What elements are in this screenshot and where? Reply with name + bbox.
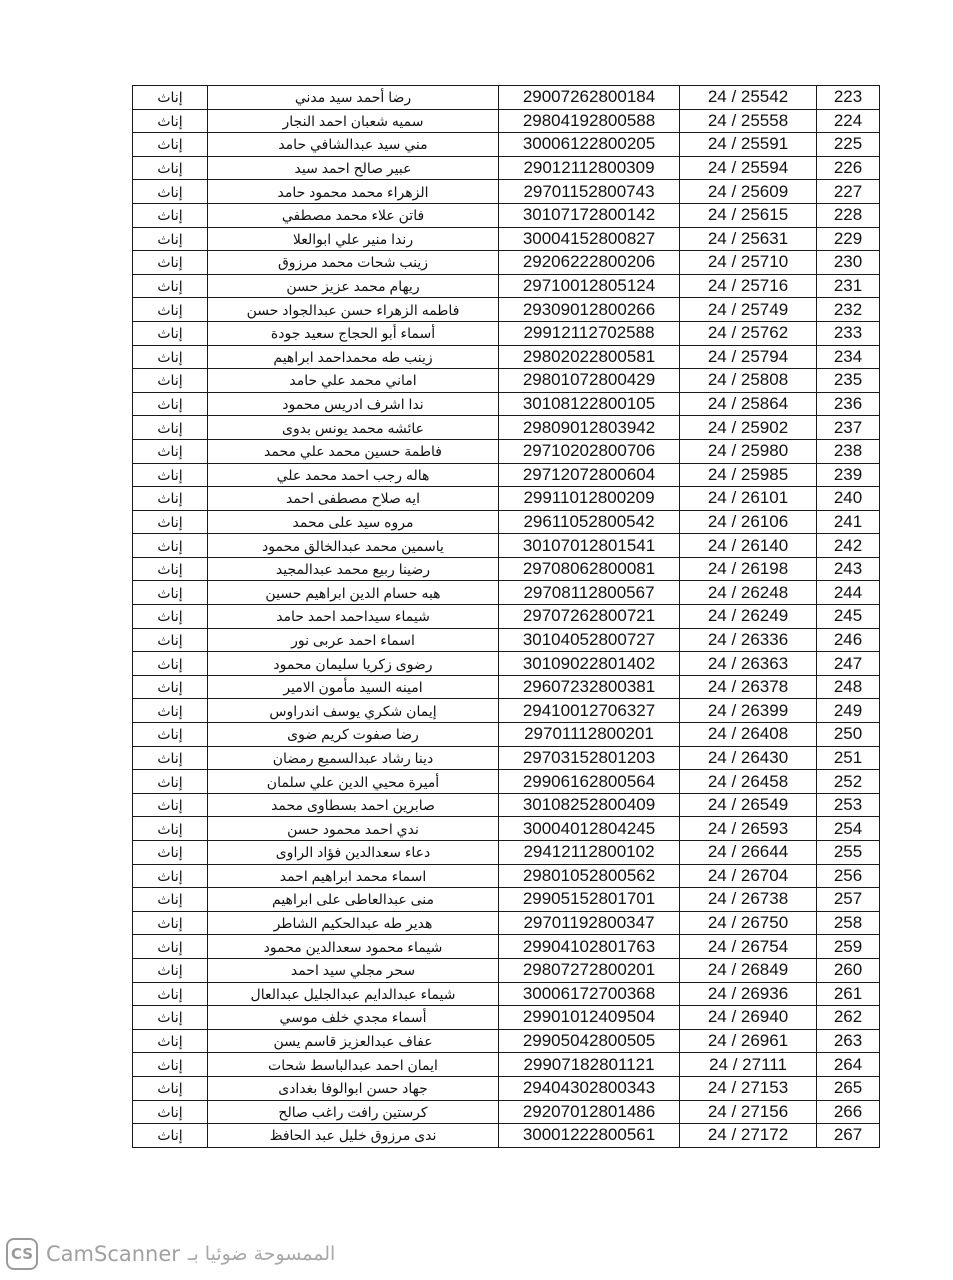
gender-cell: إناث: [133, 1006, 208, 1030]
gender-cell: إناث: [133, 628, 208, 652]
registration-code-cell: 24 / 27153: [680, 1076, 817, 1100]
table-row: [133, 841, 880, 865]
national-id-cell: 29712072800604: [499, 463, 680, 487]
national-id-cell: 30006172700368: [499, 982, 680, 1006]
serial-number-cell: 243: [817, 557, 880, 581]
gender-cell: إناث: [133, 156, 208, 180]
national-id-cell: 30109022801402: [499, 652, 680, 676]
name-cell: دعاء سعدالدين فؤاد الراوى: [208, 841, 499, 865]
serial-number-cell: 229: [817, 227, 880, 251]
national-id-cell: 30104052800727: [499, 628, 680, 652]
name-cell: ندي احمد محمود حسن: [208, 817, 499, 841]
name-cell: هدير طه عبدالحكيم الشاطر: [208, 911, 499, 935]
national-id-cell: 29901012409504: [499, 1006, 680, 1030]
gender-cell: إناث: [133, 321, 208, 345]
name-cell: سحر مجلي سيد احمد: [208, 958, 499, 982]
table-row: [133, 1100, 880, 1124]
gender-cell: إناث: [133, 109, 208, 133]
national-id-cell: 29801052800562: [499, 864, 680, 888]
name-cell: صابرين احمد بسطاوى محمد: [208, 793, 499, 817]
roster-table-body: [133, 86, 880, 1148]
serial-number-cell: 236: [817, 392, 880, 416]
national-id-cell: 29912112702588: [499, 321, 680, 345]
serial-number-cell: 257: [817, 888, 880, 912]
gender-cell: إناث: [133, 1029, 208, 1053]
serial-number-cell: 252: [817, 770, 880, 794]
gender-cell: إناث: [133, 298, 208, 322]
national-id-cell: 29007262800184: [499, 86, 680, 110]
table-row: [133, 227, 880, 251]
registration-code-cell: 24 / 26961: [680, 1029, 817, 1053]
gender-cell: إناث: [133, 841, 208, 865]
serial-number-cell: 254: [817, 817, 880, 841]
serial-number-cell: 264: [817, 1053, 880, 1077]
registration-code-cell: 24 / 26248: [680, 581, 817, 605]
table-row: [133, 416, 880, 440]
table-row: [133, 982, 880, 1006]
table-row: [133, 675, 880, 699]
gender-cell: إناث: [133, 463, 208, 487]
national-id-cell: 29802022800581: [499, 345, 680, 369]
registration-code-cell: 24 / 26593: [680, 817, 817, 841]
registration-code-cell: 24 / 26430: [680, 746, 817, 770]
name-cell: فاطمه الزهراء حسن عبدالجواد حسن: [208, 298, 499, 322]
table-row: [133, 156, 880, 180]
serial-number-cell: 262: [817, 1006, 880, 1030]
gender-cell: إناث: [133, 958, 208, 982]
registration-code-cell: 24 / 26336: [680, 628, 817, 652]
name-cell: عفاف عبدالعزيز قاسم يسن: [208, 1029, 499, 1053]
name-cell: رضينا ربيع محمد عبدالمجيد: [208, 557, 499, 581]
national-id-cell: 29906162800564: [499, 770, 680, 794]
national-id-cell: 30108252800409: [499, 793, 680, 817]
serial-number-cell: 226: [817, 156, 880, 180]
national-id-cell: 29703152801203: [499, 746, 680, 770]
registration-code-cell: 24 / 26940: [680, 1006, 817, 1030]
name-cell: رضوى زكريا سليمان محمود: [208, 652, 499, 676]
gender-cell: إناث: [133, 392, 208, 416]
national-id-cell: 29904102801763: [499, 935, 680, 959]
camscanner-watermark: [6, 1238, 335, 1270]
gender-cell: إناث: [133, 581, 208, 605]
national-id-cell: 29701152800743: [499, 180, 680, 204]
registration-code-cell: 24 / 26458: [680, 770, 817, 794]
registration-code-cell: 24 / 25591: [680, 133, 817, 157]
gender-cell: إناث: [133, 652, 208, 676]
name-cell: أسماء أبو الحجاج سعيد جودة: [208, 321, 499, 345]
registration-code-cell: 24 / 26106: [680, 510, 817, 534]
serial-number-cell: 256: [817, 864, 880, 888]
registration-code-cell: 24 / 25864: [680, 392, 817, 416]
national-id-cell: 30107012801541: [499, 534, 680, 558]
serial-number-cell: 246: [817, 628, 880, 652]
national-id-cell: 29701192800347: [499, 911, 680, 935]
table-row: [133, 1006, 880, 1030]
name-cell: مروه سيد على محمد: [208, 510, 499, 534]
registration-code-cell: 24 / 25716: [680, 274, 817, 298]
table-row: [133, 628, 880, 652]
serial-number-cell: 253: [817, 793, 880, 817]
gender-cell: إناث: [133, 86, 208, 110]
gender-cell: إناث: [133, 133, 208, 157]
gender-cell: إناث: [133, 911, 208, 935]
serial-number-cell: 224: [817, 109, 880, 133]
registration-code-cell: 24 / 25594: [680, 156, 817, 180]
table-row: [133, 274, 880, 298]
serial-number-cell: 265: [817, 1076, 880, 1100]
name-cell: عبير صالح احمد سيد: [208, 156, 499, 180]
gender-cell: إناث: [133, 605, 208, 629]
national-id-cell: 29707262800721: [499, 605, 680, 629]
registration-code-cell: 24 / 26249: [680, 605, 817, 629]
name-cell: امينه السيد مأمون الامير: [208, 675, 499, 699]
table-row: [133, 534, 880, 558]
table-row: [133, 793, 880, 817]
name-cell: هبه حسام الدين ابراهيم حسين: [208, 581, 499, 605]
table-row: [133, 1076, 880, 1100]
gender-cell: إناث: [133, 864, 208, 888]
registration-code-cell: 24 / 26101: [680, 487, 817, 511]
gender-cell: إناث: [133, 699, 208, 723]
serial-number-cell: 251: [817, 746, 880, 770]
registration-code-cell: 24 / 26408: [680, 723, 817, 747]
roster-table: [132, 85, 880, 1148]
registration-code-cell: 24 / 26754: [680, 935, 817, 959]
gender-cell: إناث: [133, 203, 208, 227]
gender-cell: إناث: [133, 439, 208, 463]
national-id-cell: 30006122800205: [499, 133, 680, 157]
serial-number-cell: 235: [817, 369, 880, 393]
serial-number-cell: 231: [817, 274, 880, 298]
registration-code-cell: 24 / 26549: [680, 793, 817, 817]
registration-code-cell: 24 / 25902: [680, 416, 817, 440]
serial-number-cell: 223: [817, 86, 880, 110]
table-row: [133, 817, 880, 841]
table-row: [133, 298, 880, 322]
registration-code-cell: 24 / 25631: [680, 227, 817, 251]
gender-cell: إناث: [133, 180, 208, 204]
camscanner-brand-text: CamScanner: [46, 1242, 180, 1266]
national-id-cell: 29708112800567: [499, 581, 680, 605]
national-id-cell: 29607232800381: [499, 675, 680, 699]
registration-code-cell: 24 / 26704: [680, 864, 817, 888]
name-cell: هاله رجب احمد محمد علي: [208, 463, 499, 487]
gender-cell: إناث: [133, 227, 208, 251]
scanned-with-text: الممسوحة ضوئيا بـ: [187, 1243, 336, 1265]
national-id-cell: 30004012804245: [499, 817, 680, 841]
serial-number-cell: 227: [817, 180, 880, 204]
gender-cell: إناث: [133, 416, 208, 440]
registration-code-cell: 24 / 25542: [680, 86, 817, 110]
registration-code-cell: 24 / 25609: [680, 180, 817, 204]
name-cell: أسماء مجدي خلف موسي: [208, 1006, 499, 1030]
serial-number-cell: 238: [817, 439, 880, 463]
gender-cell: إناث: [133, 888, 208, 912]
table-row: [133, 251, 880, 275]
registration-code-cell: 24 / 25985: [680, 463, 817, 487]
gender-cell: إناث: [133, 1076, 208, 1100]
name-cell: رضا أحمد سيد مدني: [208, 86, 499, 110]
registration-code-cell: 24 / 26738: [680, 888, 817, 912]
registration-code-cell: 24 / 25615: [680, 203, 817, 227]
table-row: [133, 581, 880, 605]
name-cell: ايمان احمد عبدالباسط شحات: [208, 1053, 499, 1077]
table-row: [133, 1124, 880, 1148]
name-cell: الزهراء محمد محمود حامد: [208, 180, 499, 204]
table-row: [133, 652, 880, 676]
gender-cell: إناث: [133, 770, 208, 794]
national-id-cell: 29410012706327: [499, 699, 680, 723]
serial-number-cell: 248: [817, 675, 880, 699]
national-id-cell: 30001222800561: [499, 1124, 680, 1148]
name-cell: زينب طه محمداحمد ابراهيم: [208, 345, 499, 369]
national-id-cell: 29807272800201: [499, 958, 680, 982]
name-cell: جهاد حسن ابوالوفا بغدادى: [208, 1076, 499, 1100]
national-id-cell: 30107172800142: [499, 203, 680, 227]
national-id-cell: 29911012800209: [499, 487, 680, 511]
table-row: [133, 133, 880, 157]
registration-code-cell: 24 / 27172: [680, 1124, 817, 1148]
national-id-cell: 29206222800206: [499, 251, 680, 275]
table-row: [133, 487, 880, 511]
table-row: [133, 439, 880, 463]
gender-cell: إناث: [133, 935, 208, 959]
serial-number-cell: 263: [817, 1029, 880, 1053]
serial-number-cell: 242: [817, 534, 880, 558]
national-id-cell: 29804192800588: [499, 109, 680, 133]
name-cell: ريهام محمد عزيز حسن: [208, 274, 499, 298]
gender-cell: إناث: [133, 1124, 208, 1148]
national-id-cell: 29710012805124: [499, 274, 680, 298]
name-cell: رندا منير علي ابوالعلا: [208, 227, 499, 251]
table-row: [133, 864, 880, 888]
serial-number-cell: 266: [817, 1100, 880, 1124]
serial-number-cell: 247: [817, 652, 880, 676]
table-row: [133, 888, 880, 912]
registration-code-cell: 24 / 26363: [680, 652, 817, 676]
table-row: [133, 911, 880, 935]
serial-number-cell: 249: [817, 699, 880, 723]
registration-code-cell: 24 / 26198: [680, 557, 817, 581]
registration-code-cell: 24 / 25749: [680, 298, 817, 322]
gender-cell: إناث: [133, 793, 208, 817]
table-row: [133, 510, 880, 534]
gender-cell: إناث: [133, 723, 208, 747]
name-cell: مني سيد عبدالشافي حامد: [208, 133, 499, 157]
serial-number-cell: 237: [817, 416, 880, 440]
registration-code-cell: 24 / 26849: [680, 958, 817, 982]
serial-number-cell: 241: [817, 510, 880, 534]
name-cell: فاطمة حسين محمد علي محمد: [208, 439, 499, 463]
registration-code-cell: 24 / 26936: [680, 982, 817, 1006]
name-cell: شيماء سيداحمد احمد حامد: [208, 605, 499, 629]
serial-number-cell: 245: [817, 605, 880, 629]
national-id-cell: 30108122800105: [499, 392, 680, 416]
table-row: [133, 392, 880, 416]
table-row: [133, 699, 880, 723]
gender-cell: إناث: [133, 1053, 208, 1077]
gender-cell: إناث: [133, 274, 208, 298]
name-cell: فاتن علاء محمد مصطفي: [208, 203, 499, 227]
name-cell: إيمان شكري يوسف اندراوس: [208, 699, 499, 723]
serial-number-cell: 267: [817, 1124, 880, 1148]
serial-number-cell: 232: [817, 298, 880, 322]
name-cell: عائشه محمد يونس بدوى: [208, 416, 499, 440]
serial-number-cell: 261: [817, 982, 880, 1006]
name-cell: زينب شحات محمد مرزوق: [208, 251, 499, 275]
table-row: [133, 369, 880, 393]
table-row: [133, 723, 880, 747]
name-cell: ندا اشرف ادريس محمود: [208, 392, 499, 416]
national-id-cell: 29412112800102: [499, 841, 680, 865]
table-row: [133, 746, 880, 770]
table-row: [133, 203, 880, 227]
serial-number-cell: 244: [817, 581, 880, 605]
registration-code-cell: 24 / 27111: [680, 1053, 817, 1077]
name-cell: ياسمين محمد عبدالخالق محمود: [208, 534, 499, 558]
national-id-cell: 29905152801701: [499, 888, 680, 912]
gender-cell: إناث: [133, 369, 208, 393]
serial-number-cell: 240: [817, 487, 880, 511]
registration-code-cell: 24 / 25558: [680, 109, 817, 133]
table-row: [133, 605, 880, 629]
gender-cell: إناث: [133, 746, 208, 770]
serial-number-cell: 225: [817, 133, 880, 157]
serial-number-cell: 234: [817, 345, 880, 369]
table-row: [133, 86, 880, 110]
table-row: [133, 180, 880, 204]
registration-code-cell: 24 / 26644: [680, 841, 817, 865]
gender-cell: إناث: [133, 557, 208, 581]
registration-code-cell: 24 / 25980: [680, 439, 817, 463]
name-cell: كرستين رافت راغب صالح: [208, 1100, 499, 1124]
serial-number-cell: 250: [817, 723, 880, 747]
registration-code-cell: 24 / 27156: [680, 1100, 817, 1124]
name-cell: رضا صفوت كريم ضوى: [208, 723, 499, 747]
serial-number-cell: 230: [817, 251, 880, 275]
name-cell: دينا رشاد عبدالسميع رمضان: [208, 746, 499, 770]
table-row: [133, 463, 880, 487]
table-row: [133, 557, 880, 581]
national-id-cell: 29012112800309: [499, 156, 680, 180]
gender-cell: إناث: [133, 982, 208, 1006]
table-row: [133, 935, 880, 959]
serial-number-cell: 239: [817, 463, 880, 487]
national-id-cell: 29207012801486: [499, 1100, 680, 1124]
registration-code-cell: 24 / 25794: [680, 345, 817, 369]
camscanner-logo-icon: CS: [6, 1238, 38, 1270]
serial-number-cell: 260: [817, 958, 880, 982]
name-cell: شيماء عبدالدايم عبدالجليل عبدالعال: [208, 982, 499, 1006]
registration-code-cell: 24 / 25710: [680, 251, 817, 275]
serial-number-cell: 228: [817, 203, 880, 227]
gender-cell: إناث: [133, 534, 208, 558]
gender-cell: إناث: [133, 510, 208, 534]
gender-cell: إناث: [133, 817, 208, 841]
serial-number-cell: 233: [817, 321, 880, 345]
name-cell: ايه صلاح مصطفى احمد: [208, 487, 499, 511]
national-id-cell: 29404302800343: [499, 1076, 680, 1100]
national-id-cell: 29309012800266: [499, 298, 680, 322]
table-row: [133, 958, 880, 982]
name-cell: منى عبدالعاطى على ابراهيم: [208, 888, 499, 912]
gender-cell: إناث: [133, 1100, 208, 1124]
table-row: [133, 1029, 880, 1053]
national-id-cell: 29905042800505: [499, 1029, 680, 1053]
name-cell: اسماء محمد ابراهيم احمد: [208, 864, 499, 888]
name-cell: اماني محمد علي حامد: [208, 369, 499, 393]
national-id-cell: 29611052800542: [499, 510, 680, 534]
gender-cell: إناث: [133, 675, 208, 699]
national-id-cell: 29907182801121: [499, 1053, 680, 1077]
table-row: [133, 109, 880, 133]
name-cell: شيماء محمود سعدالدين محمود: [208, 935, 499, 959]
national-id-cell: 29701112800201: [499, 723, 680, 747]
national-id-cell: 29801072800429: [499, 369, 680, 393]
serial-number-cell: 258: [817, 911, 880, 935]
national-id-cell: 29710202800706: [499, 439, 680, 463]
registration-code-cell: 24 / 26378: [680, 675, 817, 699]
table-row: [133, 770, 880, 794]
registration-code-cell: 24 / 25808: [680, 369, 817, 393]
gender-cell: إناث: [133, 487, 208, 511]
table-row: [133, 321, 880, 345]
table-row: [133, 345, 880, 369]
national-id-cell: 29809012803942: [499, 416, 680, 440]
registration-code-cell: 24 / 26399: [680, 699, 817, 723]
table-row: [133, 1053, 880, 1077]
name-cell: سميه شعبان احمد النجار: [208, 109, 499, 133]
serial-number-cell: 259: [817, 935, 880, 959]
gender-cell: إناث: [133, 345, 208, 369]
registration-code-cell: 24 / 25762: [680, 321, 817, 345]
name-cell: اسماء احمد عربى نور: [208, 628, 499, 652]
national-id-cell: 30004152800827: [499, 227, 680, 251]
name-cell: ندى مرزوق خليل عبد الحافظ: [208, 1124, 499, 1148]
serial-number-cell: 255: [817, 841, 880, 865]
registration-code-cell: 24 / 26140: [680, 534, 817, 558]
national-id-cell: 29708062800081: [499, 557, 680, 581]
name-cell: أميرة محيي الدين علي سلمان: [208, 770, 499, 794]
registration-code-cell: 24 / 26750: [680, 911, 817, 935]
gender-cell: إناث: [133, 251, 208, 275]
